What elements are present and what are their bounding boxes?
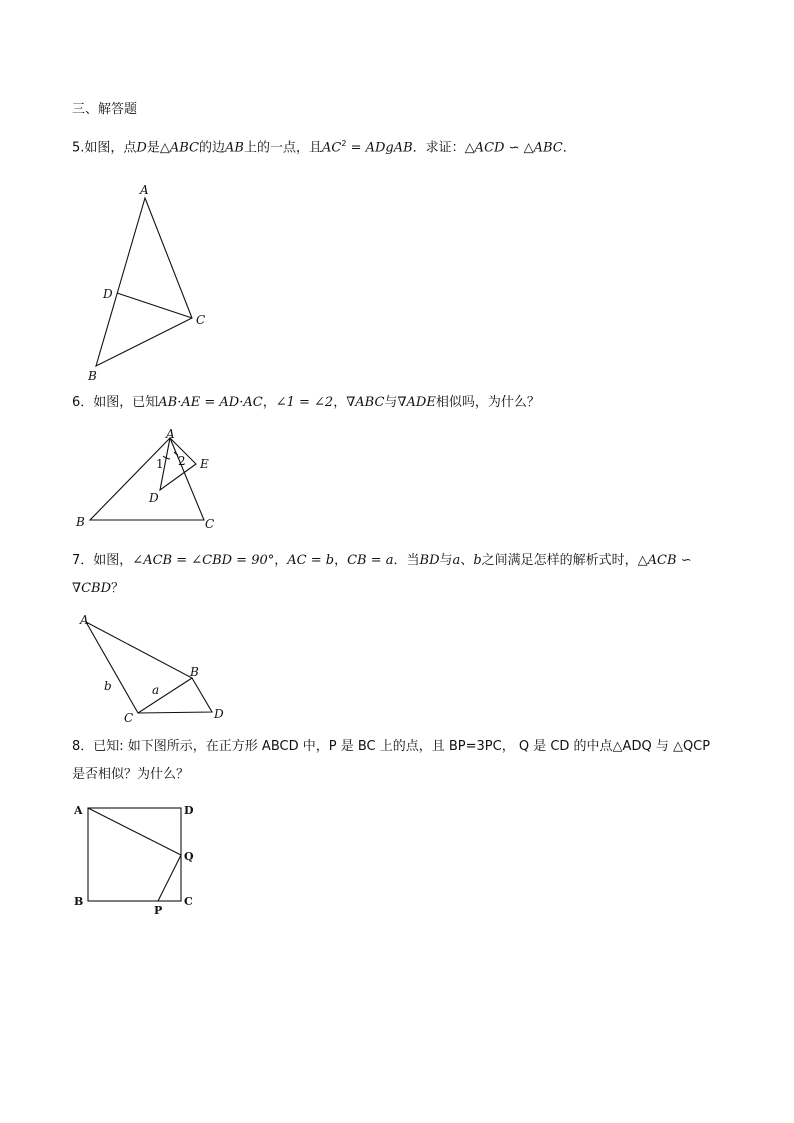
label-a: A — [74, 804, 83, 817]
problem-8-statement-line1: 8．已知: 如下图所示，在正方形 ABCD 中，P 是 BC 上的点，且 BP=3PC， Q 是 CD 的中点△ADQ 与 △QCP — [72, 739, 711, 754]
label-d: D — [103, 287, 113, 301]
problem-number: 8． — [72, 739, 94, 754]
label-angle-2: 2 — [178, 454, 186, 468]
problem-6-figure — [70, 424, 230, 534]
label-b: B — [88, 369, 97, 383]
label-b: B — [74, 895, 84, 908]
segment-aq — [88, 808, 181, 855]
problem-number: 6． — [72, 395, 94, 410]
problem-7-statement-line2: ∇CBD？ — [72, 581, 125, 596]
label-c: C — [196, 313, 206, 327]
triangle-cbd — [138, 678, 212, 713]
label-side-b: b — [104, 679, 112, 693]
triangle-abc — [96, 198, 192, 366]
label-c: C — [124, 711, 134, 725]
triangle-acb — [86, 622, 192, 713]
label-side-a: a — [152, 683, 160, 697]
label-d: D — [184, 804, 194, 817]
label-angle-1: 1 — [156, 457, 164, 471]
label-d: D — [149, 491, 159, 505]
label-p: P — [154, 904, 163, 917]
problem-5-statement: 5.如图，点D是△ABC的边AB上的一点，且$AC^2$ = ADgAB．求证：△ACD ∽ △ABC． — [72, 139, 576, 156]
label-q: Q — [184, 850, 194, 863]
problem-5-figure — [80, 178, 220, 388]
segment-dc — [117, 293, 192, 318]
segment-qp — [158, 855, 181, 901]
problem-8-figure — [70, 800, 210, 920]
label-a: A — [166, 427, 175, 441]
square-abcd — [88, 808, 181, 901]
problem-7-figure — [74, 610, 244, 725]
triangle-abc — [90, 438, 204, 520]
problem-7-statement-line1: 7．如图，∠ACB = ∠CBD = 90°，AC = b，CB = a．当BD与a、b之间满足怎样的解析式时，△ACB ∽ — [72, 553, 692, 568]
section-title: 三、解答题 — [72, 102, 138, 117]
label-a: A — [140, 183, 149, 197]
label-e: E — [200, 457, 209, 471]
problem-6-statement: 6．如图，已知AB·AE = AD·AC，∠1 = ∠2，∇ABC与∇ADE相似吗，为什么？ — [72, 395, 540, 410]
label-c: C — [205, 517, 215, 531]
label-d: D — [214, 707, 224, 721]
label-b: B — [190, 665, 199, 679]
problem-8-statement-line2: 是否相似？为什么？ — [72, 767, 190, 782]
label-b: B — [76, 515, 85, 529]
problem-number: 5. — [72, 140, 85, 156]
label-a: A — [80, 613, 89, 627]
label-c: C — [184, 895, 193, 908]
problem-number: 7． — [72, 553, 94, 568]
